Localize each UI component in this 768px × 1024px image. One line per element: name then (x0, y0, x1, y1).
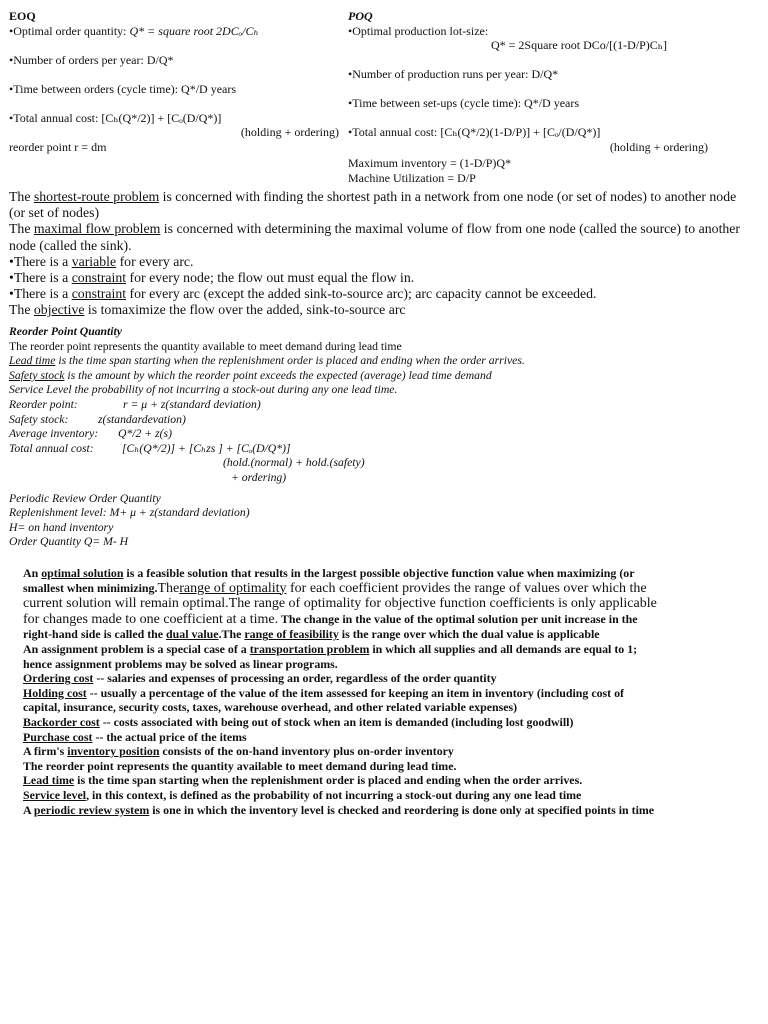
poq-runs-per-year: •Number of production runs per year: D/Q* (348, 67, 559, 82)
eoq-heading: EOQ (9, 9, 36, 23)
assignment-problem-paragraph: An assignment problem is a special case of a transportation problem in which all supplies and all demands are equal to 1; hence assignment problems may be solved as linear programs. (23, 641, 638, 671)
poq-total-cost-note: (holding + ordering) (609, 139, 708, 154)
maximal-flow-paragraph: The maximal flow problem is concerned with determining the maximal volume of flow from one node (called the source) to another node (called the sink). (9, 221, 741, 253)
network-section (9, 189, 754, 319)
poq-lot-size-formula: Q* = 2Square root DCo/[(1-D/P)Cₕ] (491, 38, 667, 53)
safety-stock-formula: Safety stock: z(standardevation) (9, 412, 186, 426)
maximal-flow-term: maximal flow problem (33, 221, 161, 237)
variable-bullet: •There is a variable for every arc. (9, 253, 194, 269)
node-constraint-bullet: •There is a constraint for every node; the flow out must equal the flow in. (9, 270, 415, 286)
objective-line: The objective is tomaximize the flow over the added, sink-to-source arc (9, 302, 406, 318)
order-quantity: Order Quantity Q= M- H (9, 535, 129, 549)
poq-total-cost: •Total annual cost: [Cₕ(Q*/2)(1-D/P)] + [Cₒ/(D/Q*)] (348, 125, 601, 140)
eoq-total-cost-note: (holding + ordering) (240, 125, 339, 140)
on-hand-inventory: H= on hand inventory (9, 520, 114, 534)
lead-time-line: Lead time is the time span starting when the replenishment order is placed and ending when the order arrives. (9, 354, 525, 368)
reorder-point-formula: Reorder point: r = μ + z(standard deviation) (9, 397, 261, 411)
poq-utilization: Machine Utilization = D/P (348, 170, 476, 185)
eoq-opt-qty-label: •Optimal order quantity: (9, 23, 130, 38)
eoq-opt-qty (9, 24, 339, 39)
ordering-cost-def: Ordering cost -- salaries and expenses of processing an order, regardless of the order quantity (23, 671, 497, 686)
shortest-route-term: shortest-route problem (33, 189, 160, 204)
optimal-solution-paragraph: An optimal solution is a feasible solution that results in the largest possible objective function value when maximizing (or smallest when minimizing.Therange of optimality for each coefficient provides the range of values over which the current solution will remain optimal.The range of optimality for objective function coefficients is only applicable for changes made to one coefficient at a time. The change in the value of the optimal solution per unit increase in the right-hand side is called the dual value.The range of feasibility is the range over which the dual value is applicable (23, 566, 657, 642)
holding-cost-def: Holding cost -- usually a percentage of the value of the item assessed for keeping an item in inventory (including cost of capital, insurance, security costs, taxes, warehouse overhead, and other related variable expenses) (23, 685, 625, 715)
poq-heading: POQ (348, 9, 373, 23)
poq-lot-size-label: •Optimal production lot-size: (348, 23, 489, 38)
eoq-cycle-time: •Time between orders (cycle time): Q*/D years (9, 81, 237, 96)
shortest-route-paragraph: The shortest-route problem is concerned with finding the shortest path in a network from one node (or set of nodes) to another node (or set of nodes) (9, 189, 737, 221)
eoq-opt-qty-formula: Q* = square root 2DCₒ/Cₕ (129, 23, 259, 38)
replenishment-level: Replenishment level: M+ μ + z(standard deviation) (9, 506, 250, 520)
eoq-reorder-point: reorder point r = dm (9, 139, 107, 154)
backorder-cost-def: Backorder cost -- costs associated with being out of stock when an item is demanded (including lost goodwill) (23, 714, 574, 729)
reorder-definition: The reorder point represents the quantity available to meet demand during lead time (9, 339, 402, 353)
arc-constraint-bullet: •There is a constraint for every arc (except the added sink-to-source arc); arc capacity cannot be exceeded. (9, 286, 597, 302)
inventory-position-def: A firm's inventory position consists of the on-hand inventory plus on-order inventory (23, 744, 454, 759)
periodic-heading: Periodic Review Order Quantity (9, 491, 161, 505)
poq-section (348, 9, 708, 186)
poq-setup-time: •Time between set-ups (cycle time): Q*/D years (348, 96, 580, 111)
total-cost-note-1: (hold.(normal) + hold.(safety) (223, 456, 365, 470)
poq-max-inventory: Maximum inventory = (1-D/P)Q* (348, 156, 512, 171)
purchase-cost-def: Purchase cost -- the actual price of the items (23, 729, 247, 744)
average-inventory-formula: Average inventory: Q*/2 + z(s) (9, 427, 172, 441)
total-cost-formula: Total annual cost: [Cₕ(Q*/2)] + [Cₕzs ] + [Cₒ(D/Q*)] (9, 441, 291, 455)
periodic-review-def: A periodic review system is one in which the inventory level is checked and reordering is done only at specified points in time (23, 802, 655, 817)
safety-stock-line: Safety stock is the amount by which the reorder point exceeds the expected (average) lead time demand (9, 368, 492, 382)
reorder-heading: Reorder Point Quantity (9, 325, 122, 338)
service-level-def: Service level, in this context, is defined as the probability of not incurring a stock-out during any one lead time (23, 787, 582, 802)
glossary-section (23, 566, 663, 817)
service-level-line: Service Level the probability of not incurring a stock-out during any one lead time. (9, 383, 398, 397)
lead-time-def: Lead time is the time span starting when the replenishment order is placed and ending when the order arrives. (23, 773, 583, 788)
total-cost-note-2: + ordering) (231, 470, 287, 484)
reorder-point-def: The reorder point represents the quantity available to meet demand during lead time. (23, 758, 457, 773)
reorder-section (9, 325, 609, 550)
eoq-section (9, 9, 339, 154)
eoq-orders-per-year: •Number of orders per year: D/Q* (9, 52, 174, 67)
eoq-total-cost: •Total annual cost: [Cₕ(Q*/2)] + [Cₒ(D/Q*)] (9, 110, 222, 125)
